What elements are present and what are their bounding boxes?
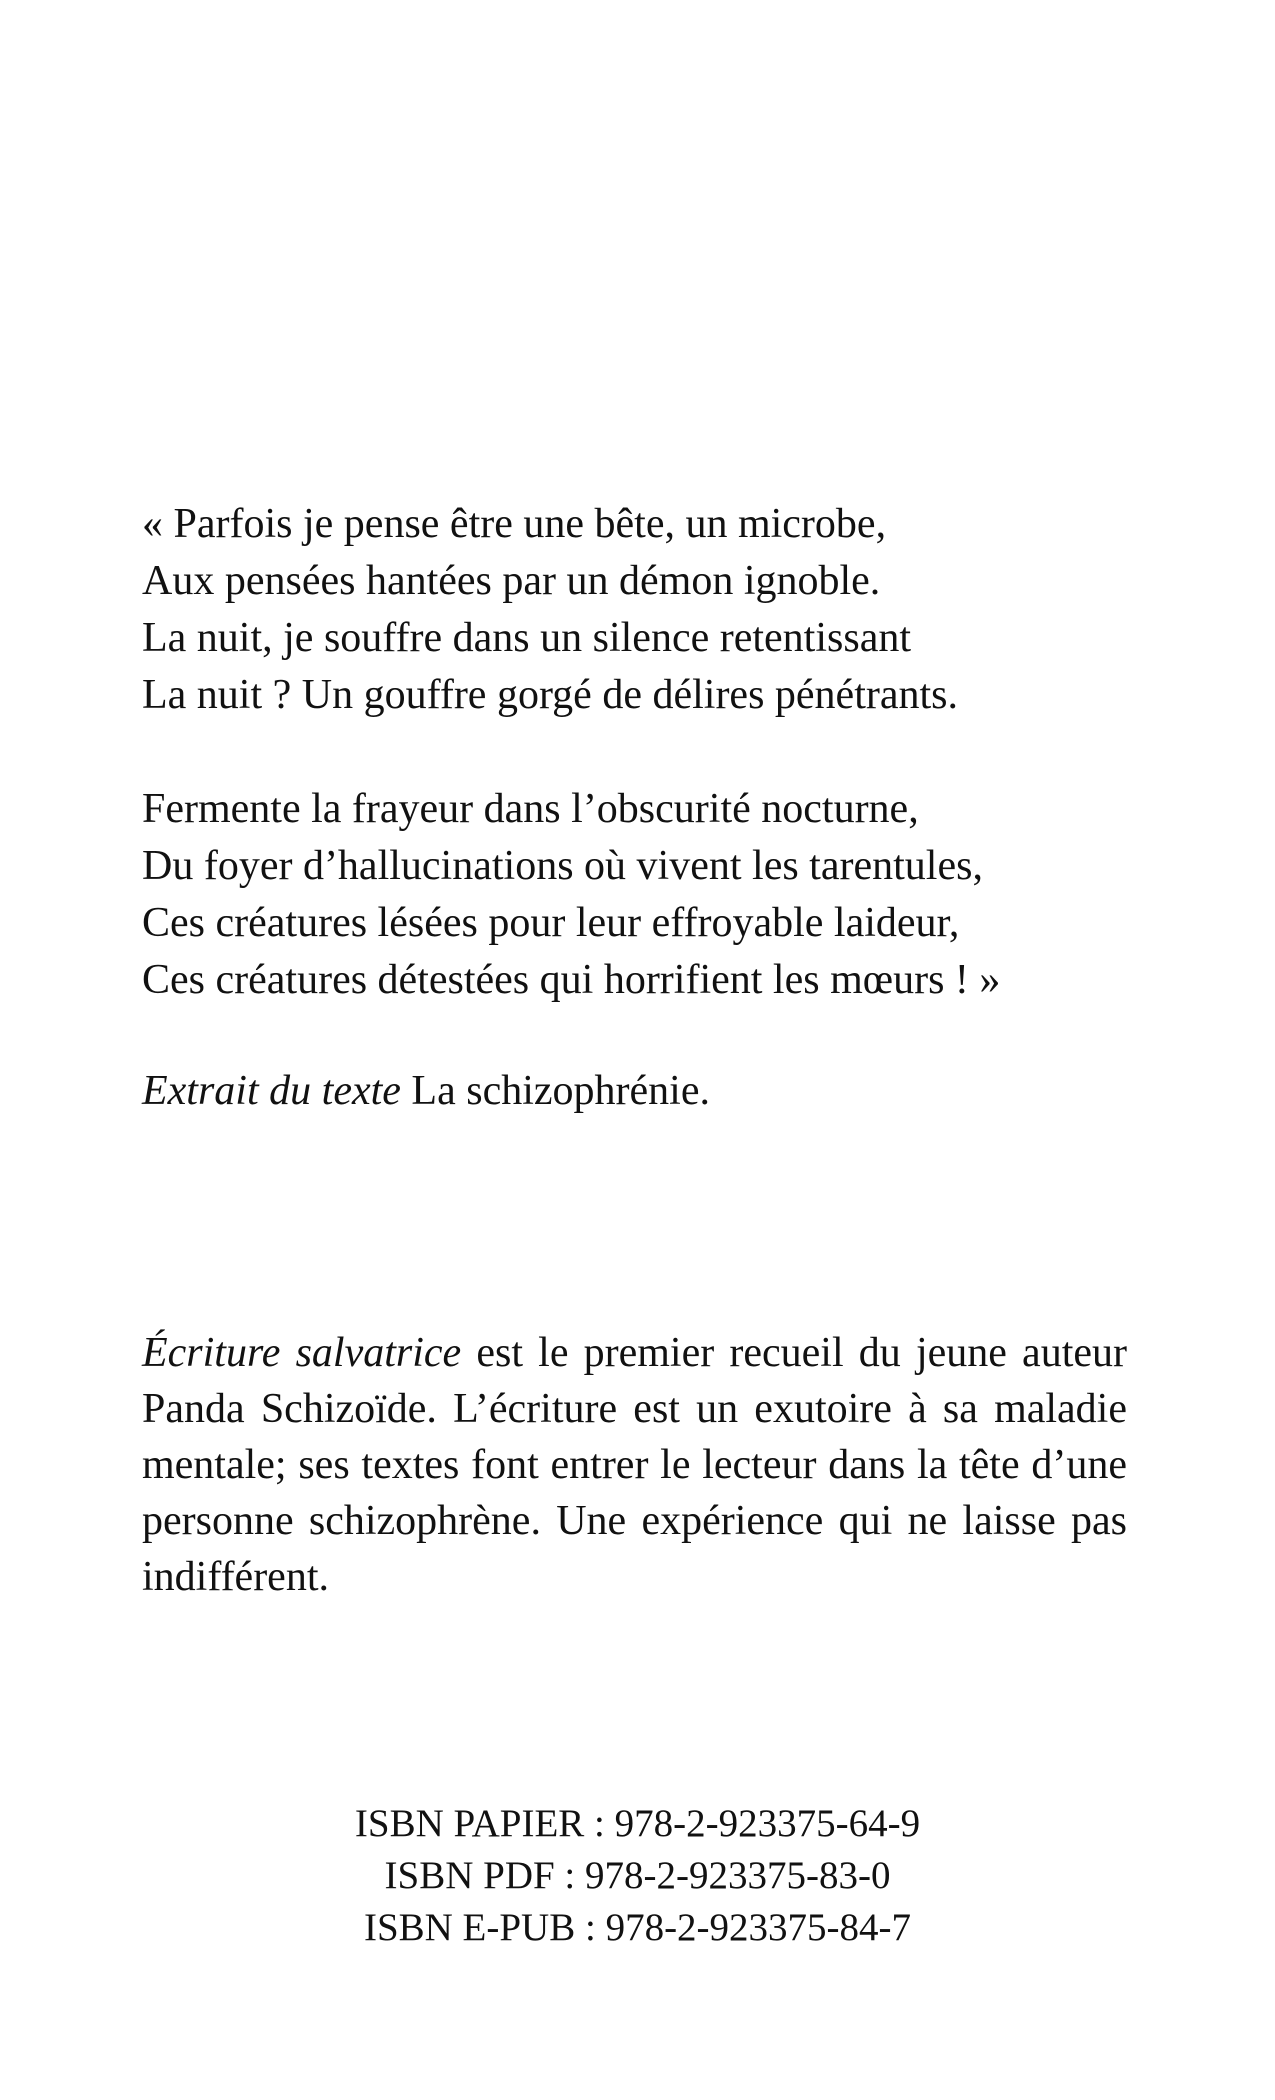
book-blurb xyxy=(142,1325,1127,1605)
poem-stanza-2 xyxy=(142,781,1142,1009)
isbn-pdf: ISBN PDF : 978-2-923375-83-0 xyxy=(384,1854,891,1897)
poem-line: La nuit ? Un gouffre gorgé de délires pénétrants. xyxy=(142,672,959,718)
poem-line: Ces créatures lésées pour leur effroyable laideur, xyxy=(142,900,960,946)
isbn-block xyxy=(0,1798,1275,1954)
excerpt-source xyxy=(142,1063,710,1120)
poem-line: Ces créatures détestées qui horrifient les mœurs ! » xyxy=(142,957,1001,1003)
poem-line: Aux pensées hantées par un démon ignoble. xyxy=(142,558,881,604)
blurb-text: est le premier recueil du jeune auteur Panda Schizoïde. L’écriture est un exutoire à sa maladie mentale; ses textes font entrer le lecteur dans la tête d’une personne schizophrène. Une expérience qui ne laisse pas indifférent. xyxy=(142,1330,1127,1600)
poem-line: Fermente la frayeur dans l’obscurité nocturne, xyxy=(142,786,919,832)
excerpt-source-title: La schizophrénie. xyxy=(400,1068,710,1114)
poem-excerpt xyxy=(142,496,1142,1009)
poem-stanza-1 xyxy=(142,496,1142,724)
isbn-papier: ISBN PAPIER : 978-2-923375-64-9 xyxy=(354,1802,921,1845)
poem-line: La nuit, je souffre dans un silence retentissant xyxy=(142,615,912,661)
poem-line: « Parfois je pense être une bête, un microbe, xyxy=(142,501,887,547)
excerpt-source-label: Extrait du texte xyxy=(142,1068,401,1114)
book-title: Écriture salvatrice xyxy=(142,1330,462,1376)
isbn-epub: ISBN E-PUB : 978-2-923375-84-7 xyxy=(363,1906,912,1949)
poem-line: Du foyer d’hallucinations où vivent les tarentules, xyxy=(142,843,983,889)
